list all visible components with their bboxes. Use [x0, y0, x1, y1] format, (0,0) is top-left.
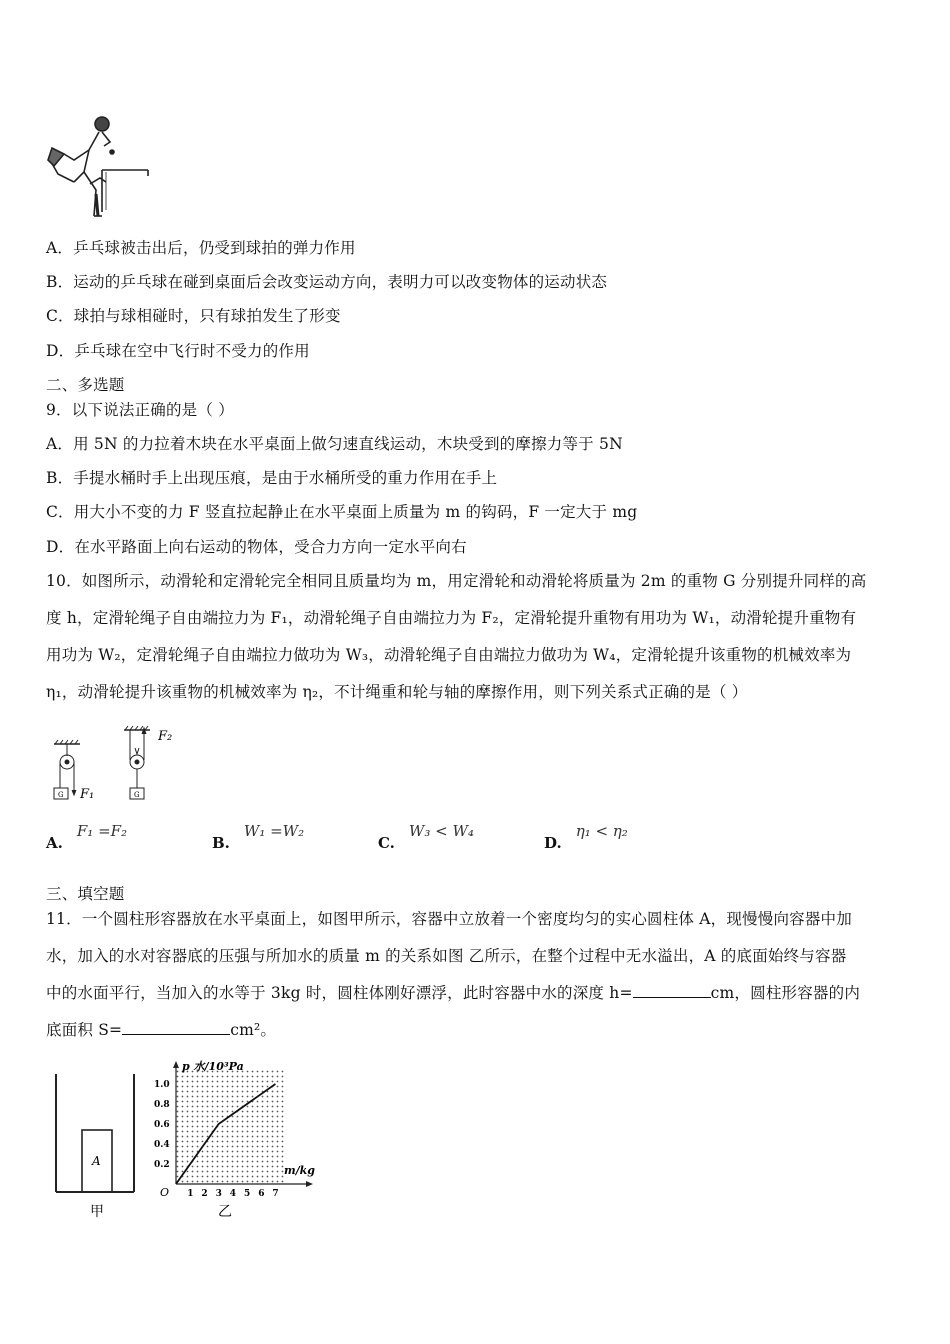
q10-option-b-label: B. [212, 834, 230, 852]
q10-option-a-formula: F₁ =F₂ [76, 822, 128, 840]
q8-option-d: D．乒乓球在空中飞行时不受力的作用 [46, 342, 310, 360]
q10-stem-line1: 10．如图所示，动滑轮和定滑轮完全相同且质量均为 m，用定滑轮和动滑轮将质量为 2m 的重物 G 分别提升同样的高 [46, 572, 867, 590]
q10-option-d [544, 822, 628, 852]
container-figure [50, 1070, 145, 1220]
x-tick-label: 4 [229, 1189, 237, 1199]
q10-stem-line4: η₁，动滑轮提升该重物的机械效率为 η₂，不计绳重和轮与轴的摩擦作用，则下列关系式正确的是（ ） [46, 683, 748, 701]
depth-answer-blank[interactable] [633, 983, 711, 998]
q11-stem-line1: 11．一个圆柱形容器放在水平桌面上，如图甲所示，容器中立放着一个密度均匀的实心圆柱体 A，现慢慢向容器中加 [46, 910, 852, 928]
q10-option-c-label: C. [378, 834, 395, 852]
pulley-left-weight-label: G [58, 791, 64, 799]
q9-option-c: C．用大小不变的力 F 竖直拉起静止在水平桌面上质量为 m 的钩码，F 一定大于 mg [46, 503, 638, 521]
q10-option-c [378, 822, 474, 852]
area-answer-blank[interactable] [122, 1020, 230, 1035]
section-heading-fill-in: 三、填空题 [46, 885, 125, 903]
y-axis-label: p 水/10³Pa [182, 1060, 244, 1073]
q10-option-a [46, 822, 128, 852]
q8-option-b: B．运动的乒乓球在碰到桌面后会改变运动方向，表明力可以改变物体的运动状态 [46, 273, 608, 291]
x-axis-arrow [306, 1181, 313, 1187]
q10-option-b-formula: W₁ =W₂ [243, 822, 305, 840]
q11-line3-text: 中的水面平行，当加入的水等于 3kg 时，圆柱体刚好漂浮，此时容器中水的深度 h= [46, 984, 633, 1002]
q8-option-a: A．乒乓球被击出后，仍受到球拍的弹力作用 [46, 239, 356, 257]
q10-option-d-formula: η₁ < η₂ [575, 822, 628, 840]
q10-option-d-label: D. [544, 834, 562, 852]
q9-option-b: B．手提水桶时手上出现压痕，是由于水桶所受的重力作用在手上 [46, 469, 498, 487]
y-axis-arrow [173, 1061, 179, 1068]
q10-stem-line3: 用功为 W₂，定滑轮绳子自由端拉力做功为 W₃，动滑轮绳子自由端拉力做功为 W₄，定滑轮提升该重物的机械效率为 [46, 646, 852, 664]
x-tick-label: 3 [215, 1189, 222, 1199]
origin-label: O [160, 1186, 170, 1199]
y-tick-label: 1.0 [154, 1080, 170, 1090]
x-tick-label: 7 [272, 1189, 279, 1199]
pulley-f1-label: F₁ [80, 787, 95, 802]
figure-jia-label: 甲 [90, 1204, 104, 1220]
q11-stem-line2: 水，加入的水对容器底的压强与所加水的质量 m 的关系如图 乙所示，在整个过程中无水溢出，A 的底面始终与容器 [46, 947, 847, 965]
q10-option-c-formula: W₃ < W₄ [408, 822, 474, 840]
pressure-mass-chart [150, 1054, 330, 1224]
q9-option-a: A．用 5N 的力拉着木块在水平桌面上做匀速直线运动，木块受到的摩擦力等于 5N [46, 435, 623, 453]
q11-line3-suffix: cm，圆柱形容器的内 [710, 984, 861, 1002]
q10-stem-line2: 度 h，定滑轮绳子自由端拉力为 F₁，动滑轮绳子自由端拉力为 F₂，定滑轮提升重物有用功为 W₁，动滑轮提升重物有 [46, 609, 857, 627]
x-tick-label: 2 [201, 1189, 208, 1199]
q11-stem-line3 [46, 981, 860, 1003]
y-tick-label: 0.8 [154, 1100, 170, 1110]
q9-option-d: D．在水平路面上向右运动的物体，受合力方向一定水平向右 [46, 538, 467, 556]
y-tick-label: 0.2 [154, 1160, 170, 1170]
q11-stem-line4 [46, 1018, 276, 1040]
x-tick-label: 6 [258, 1189, 265, 1199]
pulley-f2-label: F₂ [158, 729, 173, 744]
x-axis-label: m/kg [284, 1164, 315, 1177]
x-tick-label: 5 [244, 1189, 251, 1199]
q8-option-c: C．球拍与球相碰时，只有球拍发生了形变 [46, 307, 341, 325]
cylinder-a-label: A [92, 1154, 101, 1168]
y-tick-label: 0.6 [154, 1120, 170, 1130]
pulley-right-weight-label: G [134, 791, 140, 799]
q10-option-a-label: A. [46, 834, 63, 852]
q9-stem: 9．以下说法正确的是（ ） [46, 401, 234, 419]
q11-line4-text: 底面积 S= [46, 1021, 123, 1039]
q11-line4-suffix: cm²。 [230, 1021, 277, 1039]
table-tennis-figure [44, 112, 154, 222]
pulley-figure [46, 722, 196, 806]
figure-yi-label: 乙 [218, 1204, 232, 1220]
x-tick-label: 1 [187, 1189, 194, 1199]
y-tick-label: 0.4 [154, 1140, 170, 1150]
q10-option-b [212, 822, 305, 852]
section-heading-multiple-choice: 二、多选题 [46, 376, 125, 394]
